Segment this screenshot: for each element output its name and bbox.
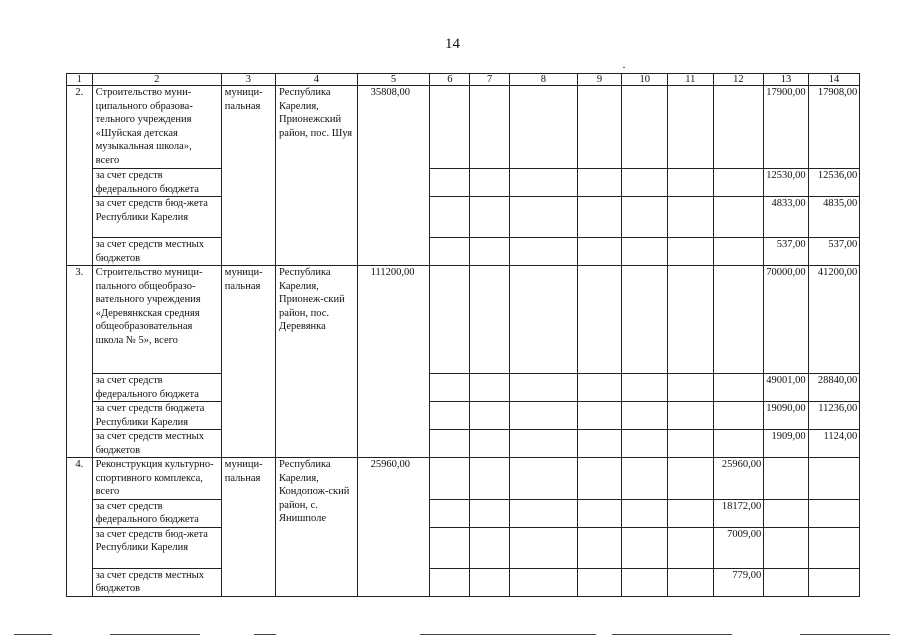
col-6-cell	[430, 169, 470, 197]
funding-source-row	[67, 238, 905, 266]
column-header-14: 14	[808, 74, 860, 86]
col-8-cell	[510, 238, 578, 266]
col-9-cell	[577, 568, 622, 596]
column-header-6: 6	[430, 74, 470, 86]
funding-source-label: за счет средств федерального бюджета	[92, 169, 221, 197]
col-12-value: 25960,00	[713, 458, 764, 500]
row-number: 2.	[67, 86, 93, 266]
col-7-cell	[470, 169, 510, 197]
col-14-value: 41200,00	[808, 266, 860, 374]
col-9-cell	[577, 374, 622, 402]
col-13-value: 70000,00	[764, 266, 808, 374]
col-7-cell	[470, 499, 510, 527]
table-row	[67, 86, 905, 169]
col-8-cell	[510, 527, 578, 568]
col-13-value: 49001,00	[764, 374, 808, 402]
object-name: Строительство муни-ципального образова-тельного учреждения «Шуйская детская музыкальная школа», всего	[92, 86, 221, 169]
col-13-value	[764, 568, 808, 596]
funding-source-row	[67, 568, 905, 596]
col-13-value	[764, 458, 808, 500]
col-9-cell	[577, 527, 622, 568]
col-8-cell	[510, 169, 578, 197]
col-6-cell	[430, 266, 470, 374]
column-header-2: 2	[92, 74, 221, 86]
col-7-cell	[470, 458, 510, 500]
col-14-value: 11236,00	[808, 402, 860, 430]
funding-source-label: за счет средств местных бюджетов	[92, 568, 221, 596]
col-10-cell	[622, 266, 668, 374]
col-10-cell	[622, 86, 668, 169]
scan-edge-line	[800, 634, 890, 635]
col-8-cell	[510, 374, 578, 402]
object-location: Республика Карелия, Прионеж-ский район, пос. Деревянка	[276, 266, 358, 458]
col-11-cell	[668, 430, 714, 458]
col-13-value: 17900,00	[764, 86, 808, 169]
ownership-form: муници-пальная	[221, 86, 275, 266]
scan-edge-line	[110, 634, 200, 635]
funding-source-row	[67, 430, 905, 458]
scan-edge-line	[14, 634, 52, 635]
col-6-cell	[430, 238, 470, 266]
col-9-cell	[577, 197, 622, 238]
col-10-cell	[622, 374, 668, 402]
col-6-cell	[430, 374, 470, 402]
col-13-value: 19090,00	[764, 402, 808, 430]
col-12-value: 779,00	[713, 568, 764, 596]
col-12-value	[713, 169, 764, 197]
col-6-cell	[430, 430, 470, 458]
row-number: 4.	[67, 458, 93, 597]
total-cost: 35808,00	[357, 86, 430, 266]
col-12-value	[713, 402, 764, 430]
column-header-12: 12	[713, 74, 764, 86]
col-6-cell	[430, 568, 470, 596]
col-10-cell	[622, 169, 668, 197]
col-10-cell	[622, 499, 668, 527]
column-header-7: 7	[470, 74, 510, 86]
col-8-cell	[510, 86, 578, 169]
column-header-9: 9	[577, 74, 622, 86]
funding-source-row	[67, 169, 905, 197]
col-8-cell	[510, 499, 578, 527]
col-10-cell	[622, 458, 668, 500]
page-number: 14	[445, 36, 460, 52]
col-6-cell	[430, 197, 470, 238]
funding-source-label: за счет средств федерального бюджета	[92, 374, 221, 402]
col-10-cell	[622, 568, 668, 596]
col-11-cell	[668, 374, 714, 402]
col-10-cell	[622, 197, 668, 238]
col-11-cell	[668, 458, 714, 500]
col-11-cell	[668, 568, 714, 596]
column-header-1: 1	[67, 74, 93, 86]
ownership-form: муници-пальная	[221, 266, 275, 458]
funding-source-row	[67, 374, 905, 402]
object-location: Республика Карелия, Прионежский район, пос. Шуя	[276, 86, 358, 266]
col-14-value	[808, 527, 860, 568]
scan-edge-line	[612, 634, 732, 635]
funding-source-label: за счет средств бюд-жета Республики Карелия	[92, 527, 221, 568]
col-12-value	[713, 374, 764, 402]
col-6-cell	[430, 499, 470, 527]
col-8-cell	[510, 568, 578, 596]
column-header-4: 4	[276, 74, 358, 86]
col-11-cell	[668, 402, 714, 430]
col-13-value: 537,00	[764, 238, 808, 266]
object-name: Строительство муници-пального общеобразо-вательного учреждения «Деревянкская средняя общеобразовательная школа № 5», всего	[92, 266, 221, 374]
col-11-cell	[668, 266, 714, 374]
total-cost: 25960,00	[357, 458, 430, 597]
table-row	[67, 458, 905, 500]
col-14-value: 28840,00	[808, 374, 860, 402]
col-12-value: 7009,00	[713, 527, 764, 568]
col-11-cell	[668, 499, 714, 527]
col-7-cell	[470, 374, 510, 402]
object-location: Республика Карелия, Кондопож-ский район, с. Янишполе	[276, 458, 358, 597]
column-header-13: 13	[764, 74, 808, 86]
col-13-value	[764, 499, 808, 527]
col-7-cell	[470, 568, 510, 596]
col-14-value: 17908,00	[808, 86, 860, 169]
investment-table	[66, 73, 905, 597]
col-9-cell	[577, 402, 622, 430]
col-7-cell	[470, 197, 510, 238]
col-13-value: 12530,00	[764, 169, 808, 197]
col-12-value	[713, 266, 764, 374]
col-11-cell	[668, 197, 714, 238]
col-9-cell	[577, 499, 622, 527]
col-6-cell	[430, 458, 470, 500]
column-header-5: 5	[357, 74, 430, 86]
col-12-value: 18172,00	[713, 499, 764, 527]
col-9-cell	[577, 430, 622, 458]
col-10-cell	[622, 527, 668, 568]
col-12-value	[713, 197, 764, 238]
col-14-value	[808, 568, 860, 596]
total-cost: 111200,00	[357, 266, 430, 458]
scan-mark	[623, 67, 625, 68]
column-header-3: 3	[221, 74, 275, 86]
scan-edge-line	[254, 634, 276, 635]
col-8-cell	[510, 197, 578, 238]
funding-source-label: за счет средств местных бюджетов	[92, 238, 221, 266]
column-header-11: 11	[668, 74, 714, 86]
column-header-8: 8	[510, 74, 578, 86]
col-14-value	[808, 458, 860, 500]
col-9-cell	[577, 169, 622, 197]
table-row	[67, 266, 905, 374]
col-6-cell	[430, 527, 470, 568]
col-14-value: 12536,00	[808, 169, 860, 197]
funding-source-label: за счет средств федерального бюджета	[92, 499, 221, 527]
col-8-cell	[510, 402, 578, 430]
object-name: Реконструкция культурно-спортивного комплекса, всего	[92, 458, 221, 500]
funding-source-row	[67, 197, 905, 238]
col-14-value: 1124,00	[808, 430, 860, 458]
col-10-cell	[622, 238, 668, 266]
col-13-value: 4833,00	[764, 197, 808, 238]
funding-source-row	[67, 499, 905, 527]
col-7-cell	[470, 430, 510, 458]
col-11-cell	[668, 238, 714, 266]
col-13-value: 1909,00	[764, 430, 808, 458]
col-7-cell	[470, 402, 510, 430]
col-9-cell	[577, 238, 622, 266]
col-7-cell	[470, 86, 510, 169]
column-header-10: 10	[622, 74, 668, 86]
col-8-cell	[510, 266, 578, 374]
col-6-cell	[430, 86, 470, 169]
col-12-value	[713, 430, 764, 458]
col-12-value	[713, 238, 764, 266]
col-9-cell	[577, 86, 622, 169]
col-10-cell	[622, 402, 668, 430]
funding-source-row	[67, 527, 905, 568]
col-12-value	[713, 86, 764, 169]
col-11-cell	[668, 527, 714, 568]
funding-source-label: за счет средств бюд-жета Республики Карелия	[92, 197, 221, 238]
col-14-value: 537,00	[808, 238, 860, 266]
col-7-cell	[470, 238, 510, 266]
funding-source-row	[67, 402, 905, 430]
ownership-form: муници-пальная	[221, 458, 275, 597]
scan-edge-line	[420, 634, 596, 635]
col-8-cell	[510, 458, 578, 500]
funding-source-label: за счет средств местных бюджетов	[92, 430, 221, 458]
col-9-cell	[577, 266, 622, 374]
col-10-cell	[622, 430, 668, 458]
col-7-cell	[470, 527, 510, 568]
col-8-cell	[510, 430, 578, 458]
col-6-cell	[430, 402, 470, 430]
col-11-cell	[668, 86, 714, 169]
row-number: 3.	[67, 266, 93, 458]
col-14-value: 4835,00	[808, 197, 860, 238]
col-14-value	[808, 499, 860, 527]
col-11-cell	[668, 169, 714, 197]
col-9-cell	[577, 458, 622, 500]
funding-source-label: за счет средств бюджета Республики Карелия	[92, 402, 221, 430]
col-7-cell	[470, 266, 510, 374]
col-13-value	[764, 527, 808, 568]
